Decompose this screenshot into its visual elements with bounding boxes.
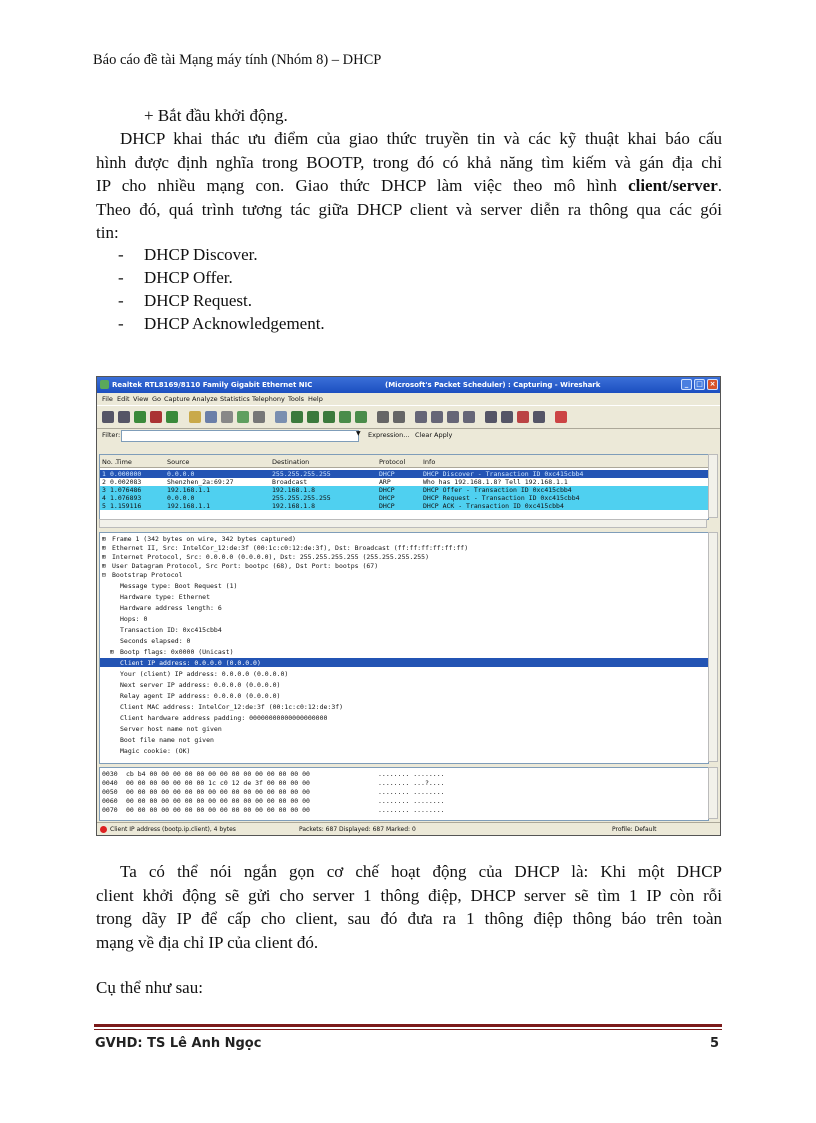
packet-destination: Broadcast (272, 478, 308, 486)
tree-item[interactable] (100, 561, 708, 570)
menu-view[interactable]: View (133, 395, 149, 403)
hex-row (100, 806, 708, 814)
tree-item[interactable] (100, 724, 708, 733)
hex-row (100, 779, 708, 787)
packet-no: 4 (102, 494, 106, 502)
window-titlebar (97, 377, 720, 393)
filter-input[interactable] (121, 430, 359, 442)
packet-source: 192.168.1.1 (167, 502, 211, 510)
filter-label: Filter: (102, 431, 121, 439)
hex-offset: 0050 (102, 788, 118, 796)
packet-details (99, 532, 709, 764)
list-dash: - (118, 268, 124, 287)
filter-bar (97, 428, 720, 442)
filter-dropdown-icon[interactable]: ▼ (356, 430, 361, 437)
column-header[interactable]: No. . (102, 458, 117, 466)
summary-line: client khởi động sẽ gửi cho server 1 thông điệp, DHCP server sẽ tìm 1 IP còn rỗi (96, 885, 722, 905)
packet-destination: 192.168.1.8 (272, 502, 316, 510)
menu-capture[interactable]: Capture (164, 395, 190, 403)
list-item (118, 289, 325, 312)
column-header[interactable]: Source (167, 458, 190, 466)
tree-item[interactable] (100, 691, 708, 700)
apply-button[interactable]: Apply (434, 431, 453, 439)
table-row[interactable] (100, 470, 708, 478)
close-file-icon[interactable] (221, 411, 233, 423)
packet-time: 1.076486 (110, 486, 142, 494)
expand-icon[interactable]: ⊞ (102, 544, 106, 552)
packet-destination: 255.255.255.255 (272, 494, 331, 502)
table-row[interactable] (100, 478, 708, 486)
tree-item[interactable] (100, 534, 708, 543)
tree-item[interactable] (100, 592, 708, 601)
list-dash: - (118, 314, 124, 333)
page-header: Báo cáo đề tài Mạng máy tính (Nhóm 8) – DHCP (93, 52, 382, 68)
go-to-packet-icon[interactable] (323, 411, 335, 423)
packet-source: 0.0.0.0 (167, 470, 195, 478)
tree-item-label: Seconds elapsed: 0 (120, 637, 191, 645)
tree-item[interactable] (100, 647, 708, 656)
packet-protocol: ARP (379, 478, 391, 486)
tree-item-label: User Datagram Protocol, Src Port: bootpc (68), Dst Port: bootps (67) (112, 562, 379, 570)
list-item (118, 266, 325, 289)
main-toolbar (97, 405, 720, 429)
expand-icon[interactable]: ⊞ (110, 648, 114, 656)
details-scrollbar[interactable] (708, 532, 718, 762)
tree-item[interactable] (100, 543, 708, 552)
tree-item[interactable] (100, 603, 708, 612)
menu-statistics[interactable]: Statistics (220, 395, 250, 403)
tree-item[interactable] (100, 680, 708, 689)
find-packet-icon[interactable] (275, 411, 287, 423)
list-item-label: DHCP Discover. (144, 245, 258, 264)
summary-line: mạng về địa chỉ IP của client đó. (96, 932, 319, 952)
hex-offset: 0040 (102, 779, 118, 787)
tree-item[interactable] (100, 746, 708, 755)
column-header[interactable]: Info (423, 458, 436, 466)
packet-list-scrollbar[interactable] (708, 454, 718, 518)
footer-rule-thick (94, 1024, 722, 1027)
intro-line: DHCP khai thác ưu điểm của giao thức truyền tin và các kỹ thuật khai báo cấu (120, 129, 722, 148)
tree-item-label: Server host name not given (120, 725, 222, 733)
expand-icon[interactable]: ⊞ (102, 553, 106, 561)
hex-bytes[interactable]: 00 00 00 00 00 00 00 00 00 00 00 00 00 00 00 00 (126, 788, 310, 796)
expand-icon[interactable]: ⊞ (102, 535, 106, 543)
hex-ascii[interactable]: ........ ........ (378, 806, 445, 814)
footer-advisor: GVHD: TS Lê Anh Ngọc (95, 1036, 262, 1051)
packet-no: 2 (102, 478, 106, 486)
hex-ascii[interactable]: ........ ........ (378, 788, 445, 796)
menu-file[interactable]: File (102, 395, 113, 403)
tree-item[interactable] (100, 669, 708, 678)
zoom-normal-icon[interactable] (447, 411, 459, 423)
coloring-rules-icon[interactable] (517, 411, 529, 423)
bytes-scrollbar[interactable] (708, 767, 718, 819)
tree-item-label: Frame 1 (342 bytes on wire, 342 bytes captured) (112, 535, 296, 543)
help-icon[interactable] (555, 411, 567, 423)
menu-go[interactable]: Go (152, 395, 162, 403)
list-item-label: DHCP Request. (144, 291, 252, 310)
tree-item-label: Bootp flags: 0x0000 (Unicast) (120, 648, 234, 656)
paragraph-details-intro: Cụ thể như sau: (96, 978, 203, 997)
packet-time: 1.159116 (110, 502, 142, 510)
message-list (118, 243, 325, 335)
tree-item-label: Client IP address: 0.0.0.0 (0.0.0.0) (120, 659, 261, 667)
table-row[interactable] (100, 486, 708, 494)
tree-item-label: Boot file name not given (120, 736, 214, 744)
packet-list (99, 454, 709, 520)
column-header[interactable]: Destination (272, 458, 310, 466)
last-packet-icon[interactable] (355, 411, 367, 423)
capture-filters-icon[interactable] (485, 411, 497, 423)
autoscroll-icon[interactable] (393, 411, 405, 423)
tree-item[interactable] (100, 581, 708, 590)
tree-item-selected[interactable] (100, 658, 708, 667)
restart-capture-icon[interactable] (166, 411, 178, 423)
list-item-label: DHCP Offer. (144, 268, 233, 287)
packet-info: Who has 192.168.1.8? Tell 192.168.1.1 (423, 478, 568, 486)
packet-protocol: DHCP (379, 494, 395, 502)
status-bar (97, 822, 720, 836)
tree-item-label: Client MAC address: IntelCor_12:de:3f (00:1c:c0:12:de:3f) (120, 703, 344, 711)
hex-offset: 0030 (102, 770, 118, 778)
wireshark-app-icon (100, 380, 109, 389)
paragraph-start: + Bắt đầu khởi động. (144, 106, 288, 125)
tree-item-label: Next server IP address: 0.0.0.0 (0.0.0.0) (120, 681, 281, 689)
packet-list-hscrollbar[interactable] (99, 519, 707, 528)
tree-item-label: Your (client) IP address: 0.0.0.0 (0.0.0.0) (120, 670, 289, 678)
packet-bytes (99, 767, 709, 821)
tree-item-label: Hops: 0 (120, 615, 148, 623)
print-icon[interactable] (253, 411, 265, 423)
clear-button[interactable]: Clear (415, 431, 432, 439)
preferences-icon[interactable] (533, 411, 545, 423)
expand-icon[interactable]: ⊞ (102, 562, 106, 570)
page-number: 5 (710, 1036, 720, 1051)
tree-item-label: Message type: Boot Request (1) (120, 582, 238, 590)
display-filters-icon[interactable] (501, 411, 513, 423)
summary-line: trong dãy IP để cấp cho client, sau đó đưa ra 1 thông điệp thông báo trên toàn (96, 909, 722, 928)
options-icon[interactable] (118, 411, 130, 423)
hex-row (100, 788, 708, 796)
packet-protocol: DHCP (379, 502, 395, 510)
resize-columns-icon[interactable] (463, 411, 475, 423)
menu-tools[interactable]: Tools (288, 395, 305, 403)
go-back-icon[interactable] (291, 411, 303, 423)
packet-info: DHCP ACK - Transaction ID 0xc415cbb4 (423, 502, 564, 510)
packet-info: DHCP Discover - Transaction ID 0xc415cbb4 (423, 470, 584, 478)
tree-item-label: Bootstrap Protocol (112, 571, 183, 579)
close-icon[interactable]: × (707, 379, 718, 390)
intro-line-bold (96, 174, 722, 198)
tree-item[interactable] (100, 735, 708, 744)
window-title: (Microsoft's Packet Scheduler) : Capturing - Wireshark (385, 381, 601, 389)
packet-time: 0.000000 (110, 470, 142, 478)
packet-list-header (100, 455, 708, 468)
tree-item-label: Client hardware address padding: 00000000000000000000 (120, 714, 328, 722)
tree-item-label: Transaction ID: 0xc415cbb4 (120, 626, 222, 634)
start-capture-icon[interactable] (134, 411, 146, 423)
bold-term: client/server (628, 176, 718, 195)
tree-item-label: Magic cookie: (OK) (120, 747, 191, 755)
packet-protocol: DHCP (379, 470, 395, 478)
tree-item-label: Relay agent IP address: 0.0.0.0 (0.0.0.0) (120, 692, 281, 700)
list-item (118, 312, 325, 335)
zoom-in-icon[interactable] (415, 411, 427, 423)
list-item-label: DHCP Acknowledgement. (144, 314, 325, 333)
hex-row (100, 770, 708, 778)
tree-item[interactable] (100, 702, 708, 711)
packet-no: 5 (102, 502, 106, 510)
footer-rule-thin (94, 1029, 722, 1030)
collapse-icon[interactable]: ⊟ (102, 571, 106, 579)
table-row[interactable] (100, 502, 708, 510)
go-forward-icon[interactable] (307, 411, 319, 423)
expert-info-icon[interactable] (100, 826, 107, 833)
menu-bar (97, 393, 720, 404)
zoom-out-icon[interactable] (431, 411, 443, 423)
maximize-icon[interactable]: □ (694, 379, 705, 390)
paragraph-summary (96, 860, 722, 954)
menu-telephony[interactable]: Telephony (252, 395, 285, 403)
minimize-icon[interactable]: _ (681, 379, 692, 390)
paragraph-intro (96, 127, 722, 245)
list-dash: - (118, 291, 124, 310)
intro-line: Theo đó, quá trình tương tác giữa DHCP client và server diễn ra thông qua các gói (96, 199, 722, 219)
status-packet-counts: Packets: 687 Displayed: 687 Marked: 0 (299, 826, 416, 833)
packet-info: DHCP Request - Transaction ID 0xc415cbb4 (423, 494, 580, 502)
open-file-icon[interactable] (189, 411, 201, 423)
hex-ascii[interactable]: ........ ........ (378, 797, 445, 805)
tree-item[interactable] (100, 625, 708, 634)
column-header[interactable]: Time (116, 458, 132, 466)
tree-item-label: Hardware address length: 6 (120, 604, 222, 612)
packet-protocol: DHCP (379, 486, 395, 494)
tree-item-label: Internet Protocol, Src: 0.0.0.0 (0.0.0.0), Dst: 255.255.255.255 (255.255.255.255) (112, 553, 429, 561)
menu-edit[interactable]: Edit (117, 395, 130, 403)
tree-item[interactable] (100, 570, 708, 579)
hex-bytes[interactable]: 00 00 00 00 00 00 00 1c c0 12 de 3f 00 00 00 00 (126, 779, 310, 787)
hex-bytes[interactable]: 00 00 00 00 00 00 00 00 00 00 00 00 00 00 00 00 (126, 797, 310, 805)
table-row[interactable] (100, 494, 708, 502)
status-field-info: Client IP address (bootp.ip.client), 4 bytes (110, 826, 236, 833)
interfaces-icon[interactable] (102, 411, 114, 423)
hex-bytes[interactable]: cb b4 00 00 00 00 00 00 00 00 00 00 00 00 00 00 (126, 770, 310, 778)
reload-icon[interactable] (237, 411, 249, 423)
packet-info: DHCP Offer - Transaction ID 0xc415cbb4 (423, 486, 572, 494)
list-dash: - (118, 245, 124, 264)
intro-line: tin: (96, 223, 119, 242)
packet-destination: 192.168.1.8 (272, 486, 316, 494)
bold-tail: . (717, 176, 722, 195)
expression-button[interactable]: Expression... (368, 431, 410, 439)
window-title-adapter: Realtek RTL8169/8110 Family Gigabit Ethernet NIC (112, 381, 313, 389)
hex-ascii[interactable]: ........ ...?.... (378, 779, 445, 787)
colorize-icon[interactable] (377, 411, 389, 423)
wireshark-screenshot (96, 376, 721, 836)
tree-item[interactable] (100, 614, 708, 623)
status-profile[interactable]: Profile: Default (612, 826, 657, 833)
first-packet-icon[interactable] (339, 411, 351, 423)
packet-source: 192.168.1.1 (167, 486, 211, 494)
tree-item-label: Hardware type: Ethernet (120, 593, 211, 601)
hex-bytes[interactable]: 00 00 00 00 00 00 00 00 00 00 00 00 00 00 00 00 (126, 806, 310, 814)
packet-destination: 255.255.255.255 (272, 470, 331, 478)
packet-no: 3 (102, 486, 106, 494)
intro-line: hình được định nghĩa trong BOOTP, trong đó có khả năng tìm kiếm và gán địa chỉ (96, 152, 722, 172)
hex-offset: 0070 (102, 806, 118, 814)
save-file-icon[interactable] (205, 411, 217, 423)
packet-source: Shenzhen_2a:69:27 (167, 478, 234, 486)
list-item (118, 243, 325, 266)
stop-capture-icon[interactable] (150, 411, 162, 423)
hex-row (100, 797, 708, 805)
summary-line: Ta có thể nói ngắn gọn cơ chế hoạt động của DHCP là: Khi một DHCP (120, 862, 722, 881)
intro-line-text: IP cho nhiều mạng con. Giao thức DHCP làm việc theo mô hình (96, 176, 617, 195)
menu-help[interactable]: Help (308, 395, 323, 403)
hex-ascii[interactable]: ........ ........ (378, 770, 445, 778)
menu-analyze[interactable]: Analyze (192, 395, 218, 403)
tree-item[interactable] (100, 552, 708, 561)
tree-item[interactable] (100, 636, 708, 645)
tree-item[interactable] (100, 713, 708, 722)
hex-offset: 0060 (102, 797, 118, 805)
packet-no: 1 (102, 470, 106, 478)
packet-source: 0.0.0.0 (167, 494, 195, 502)
packet-time: 0.002083 (110, 478, 142, 486)
packet-time: 1.076893 (110, 494, 142, 502)
column-header[interactable]: Protocol (379, 458, 406, 466)
tree-item-label: Ethernet II, Src: IntelCor_12:de:3f (00:1c:c0:12:de:3f), Dst: Broadcast (ff:ff:ff:ff:ff:ff) (112, 544, 469, 552)
